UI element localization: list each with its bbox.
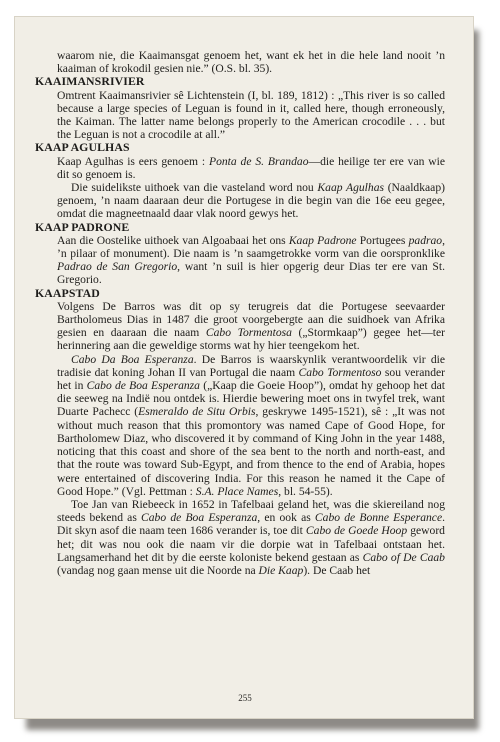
entry-paragraph: waarom nie, die Kaaimansgat genoem het, want ek het in die hele land nooit ’n kaaiman of krokodil gesien nie.” (O.S. bl. 35). [57, 49, 445, 76]
entry-paragraph: Aan die Oostelike uithoek van Algoabaai het ons Kaap Padrone Portugees padrao, ’n pilaar of monument). Die naam is ’n saamgetrokke vorm van die oorspronklike Padrao de San Gregorio, want ’n suil is hier opgerig deur Dias ter ere van St. Gregorio. [57, 233, 445, 287]
page-number: 255 [238, 693, 252, 703]
entry-heading: KAAP PADRONE [35, 219, 130, 234]
entry-paragraph: Cabo Da Boa Esperanza. De Barros is waarskynlik verantwoordelik vir die tradisie dat koning Johan II van Portugal die naam Cabo Tormentoso sou verander het in Cabo de Boa Esperanza („Kaap die Goeie Hoop”), omdat hy gehoop het dat die seeweg na Indië nou ontdek is. Hierdie bewering moet ons in twyfel trek, want Duarte Pachecc (Esmeraldo de Situ Orbis, geskrywe 1495-1521), sê : „It was not without much reason that this promontory was named Cape of Good Hope, for Bartholomew Diaz, who discovered it by command of King John in the year 1488, noticing that this coast and shore of the sea bent to the north and north-east, and that the route was toward Sub-Egypt, and from thence to the end of Arabia, hopes were entertained of discovering India. For this reason he named it the Cape of Good Hope.” (Vgl. Pettman : S.A. Place Names, bl. 54-55). [57, 352, 446, 498]
entry-paragraph: Volgens De Barros was dit op sy terugreis dat die Portugese seevaarder Bartholomeus Dias in 1487 die groot voorgebergte aan die suidhoek van Afrika gesien en daaraan die naam Cabo Tormentosa („Stormkaap”) gegee het—ter herinnering aan die geweldige storms wat hy hier teengekom het. [57, 299, 445, 353]
entry-heading: KAAP AGULHAS [35, 140, 130, 155]
entry-paragraph: Omtrent Kaaimansrivier sê Lichtenstein (I, bl. 189, 1812) : „This river is so called because a large species of Leguan is found in it, called here, though erroneously, the Kaiman. The latter name belongs properly to the American crocodile . . . but the Leguan is not a crocodile at all.” [57, 88, 445, 142]
entry-paragraph: Die suidelikste uithoek van die vasteland word nou Kaap Agulhas (Naaldkaap) genoem, ’n naam daaraan deur die Portugese in die begin van die 16e eeu gegee, omdat die magneetnaald daar vlak noord gewys het. [57, 181, 445, 221]
book-page [14, 16, 474, 719]
entry-heading: KAAPSTAD [35, 285, 100, 300]
entry-heading: KAAIMANSRIVIER [35, 74, 145, 89]
entry-paragraph: Toe Jan van Riebeeck in 1652 in Tafelbaai geland het, was die skiereiland nog steeds bekend as Cabo de Boa Esperanza, en ook as Cabo de Bonne Esperance. Dit skyn asof die naam teen 1686 verander is, toe dit Cabo de Goede Hoop geword het; dit was nou ook die naam vir die dorpie wat in Tafelbaai ontstaan het. Langsamerhand het dit by die eerste koloniste bekend gestaan as Cabo of De Caab (vandag nog gaan mense uit die Noorde na Die Kaap). De Caab het [57, 497, 446, 577]
entry-paragraph: Kaap Agulhas is eers genoem : Ponta de S. Brandao—die heilige ter ere van wie dit so genoem is. [57, 154, 445, 181]
page-body [35, 49, 445, 577]
